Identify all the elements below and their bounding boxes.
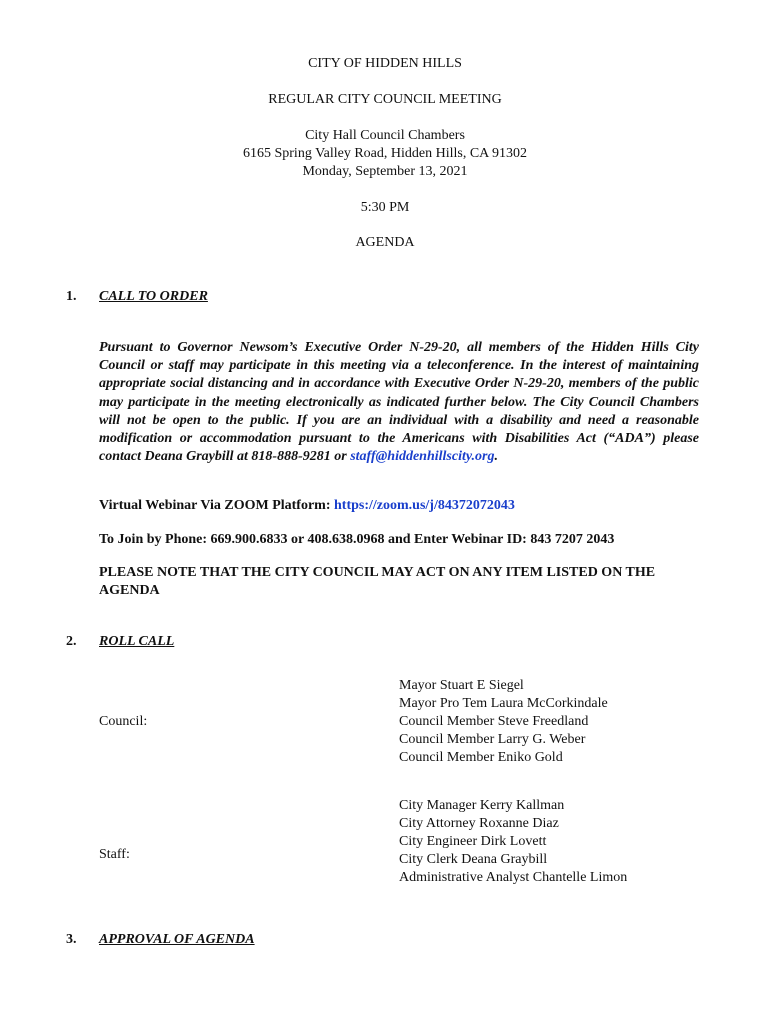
staff-label: Staff: bbox=[99, 847, 130, 862]
meeting-location: City Hall Council Chambers bbox=[305, 128, 465, 143]
zoom-webinar-line bbox=[99, 497, 699, 515]
staff-member: City Clerk Deana Graybill bbox=[399, 852, 548, 867]
staff-member: City Attorney Roxanne Diaz bbox=[399, 816, 559, 831]
council-label: Council: bbox=[99, 714, 148, 729]
section-title-roll-call: ROLL CALL bbox=[99, 634, 175, 649]
meeting-date: Monday, September 13, 2021 bbox=[302, 164, 468, 179]
section-number: 1. bbox=[66, 289, 77, 304]
please-note: PLEASE NOTE THAT THE CITY COUNCIL MAY ACT ON ANY ITEM LISTED ON THE AGENDA bbox=[99, 565, 656, 598]
council-list bbox=[399, 677, 729, 767]
section-title-approval-of-agenda: APPROVAL OF AGENDA bbox=[99, 932, 255, 947]
notice-end: . bbox=[494, 449, 498, 465]
council-member: Council Member Eniko Gold bbox=[399, 750, 563, 765]
teleconference-notice bbox=[99, 339, 699, 466]
staff-email-link[interactable]: staff@hiddenhillscity.org bbox=[350, 449, 495, 465]
meeting-title: REGULAR CITY COUNCIL MEETING bbox=[268, 92, 502, 107]
notice-text: Pursuant to Governor Newsom’s Executive Order N-29-20, all members of the Hidden Hills City Council or staff may participate in this meeting via a teleconference. In the interest of maintaining appropriate social distancing and in accordance with Executive Order N-29-20, members of the public may participate in the meeting electronically as indicated further below. The City Council Chambers will not be open to the public. If you are an individual with a disability and need a reasonable modification or accommodation pursuant to the Americans with Disabilities Act (“ADA”) please contact Deana Graybill at 818-888-9281 or bbox=[99, 340, 699, 465]
staff-member: City Engineer Dirk Lovett bbox=[399, 834, 547, 849]
section-title-call-to-order: CALL TO ORDER bbox=[99, 289, 208, 304]
council-member: Mayor Pro Tem Laura McCorkindale bbox=[399, 696, 608, 711]
zoom-webinar-link[interactable]: https://zoom.us/j/84372072043 bbox=[334, 498, 515, 513]
zoom-webinar-label: Virtual Webinar Via ZOOM Platform: bbox=[99, 498, 335, 513]
staff-member: City Manager Kerry Kallman bbox=[399, 798, 565, 813]
city-name: CITY OF HIDDEN HILLS bbox=[308, 56, 462, 71]
section-number: 3. bbox=[66, 932, 77, 947]
agenda-heading: AGENDA bbox=[355, 235, 415, 250]
meeting-address: 6165 Spring Valley Road, Hidden Hills, CA 91302 bbox=[242, 146, 528, 161]
section-number: 2. bbox=[66, 634, 77, 649]
phone-join-line: To Join by Phone: 669.900.6833 or 408.638.0968 and Enter Webinar ID: 843 7207 2043 bbox=[99, 532, 615, 547]
council-member: Council Member Steve Freedland bbox=[399, 714, 589, 729]
staff-list bbox=[399, 797, 729, 887]
council-member: Council Member Larry G. Weber bbox=[399, 732, 586, 747]
council-member: Mayor Stuart E Siegel bbox=[399, 678, 524, 693]
staff-member: Administrative Analyst Chantelle Limon bbox=[399, 870, 628, 885]
meeting-time: 5:30 PM bbox=[360, 200, 410, 215]
